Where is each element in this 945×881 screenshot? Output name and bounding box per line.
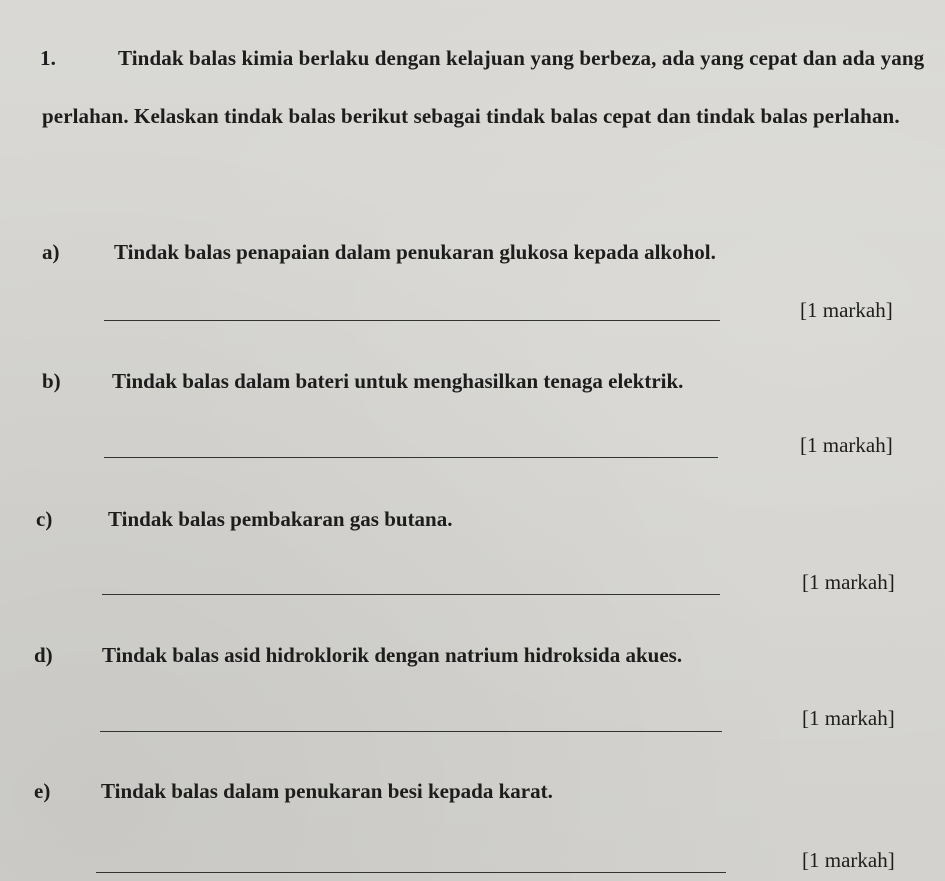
part-b-marks: [1 markah] <box>800 433 893 457</box>
part-c-answer-line[interactable] <box>102 594 720 595</box>
part-a-letter: a) <box>42 240 60 264</box>
part-e-text: Tindak balas dalam penukaran besi kepada karat. <box>101 779 553 803</box>
question-text-line-2: perlahan. Kelaskan tindak balas berikut sebagai tindak balas cepat dan tindak balas perlahan. <box>42 104 900 128</box>
question-number: 1. <box>40 46 56 70</box>
part-b-letter: b) <box>42 369 61 393</box>
part-d-text: Tindak balas asid hidroklorik dengan natrium hidroksida akues. <box>102 643 683 667</box>
part-c-text: Tindak balas pembakaran gas butana. <box>108 507 453 531</box>
part-e-answer-line[interactable] <box>96 872 726 873</box>
part-a-answer-line[interactable] <box>104 320 720 321</box>
question-text-line-1: Tindak balas kimia berlaku dengan kelajuan yang berbeza, ada yang cepat dan ada yang <box>118 46 925 70</box>
part-d-letter: d) <box>34 643 53 667</box>
part-a-marks: [1 markah] <box>800 298 893 322</box>
part-b-answer-line[interactable] <box>104 457 718 458</box>
part-d-marks: [1 markah] <box>802 706 895 730</box>
part-b-text: Tindak balas dalam bateri untuk menghasilkan tenaga elektrik. <box>112 369 684 393</box>
part-e-letter: e) <box>34 779 51 803</box>
part-d-answer-line[interactable] <box>100 731 722 732</box>
part-a-text: Tindak balas penapaian dalam penukaran glukosa kepada alkohol. <box>114 240 716 264</box>
part-c-letter: c) <box>36 507 53 531</box>
part-e-marks: [1 markah] <box>802 848 895 872</box>
part-c-marks: [1 markah] <box>802 570 895 594</box>
